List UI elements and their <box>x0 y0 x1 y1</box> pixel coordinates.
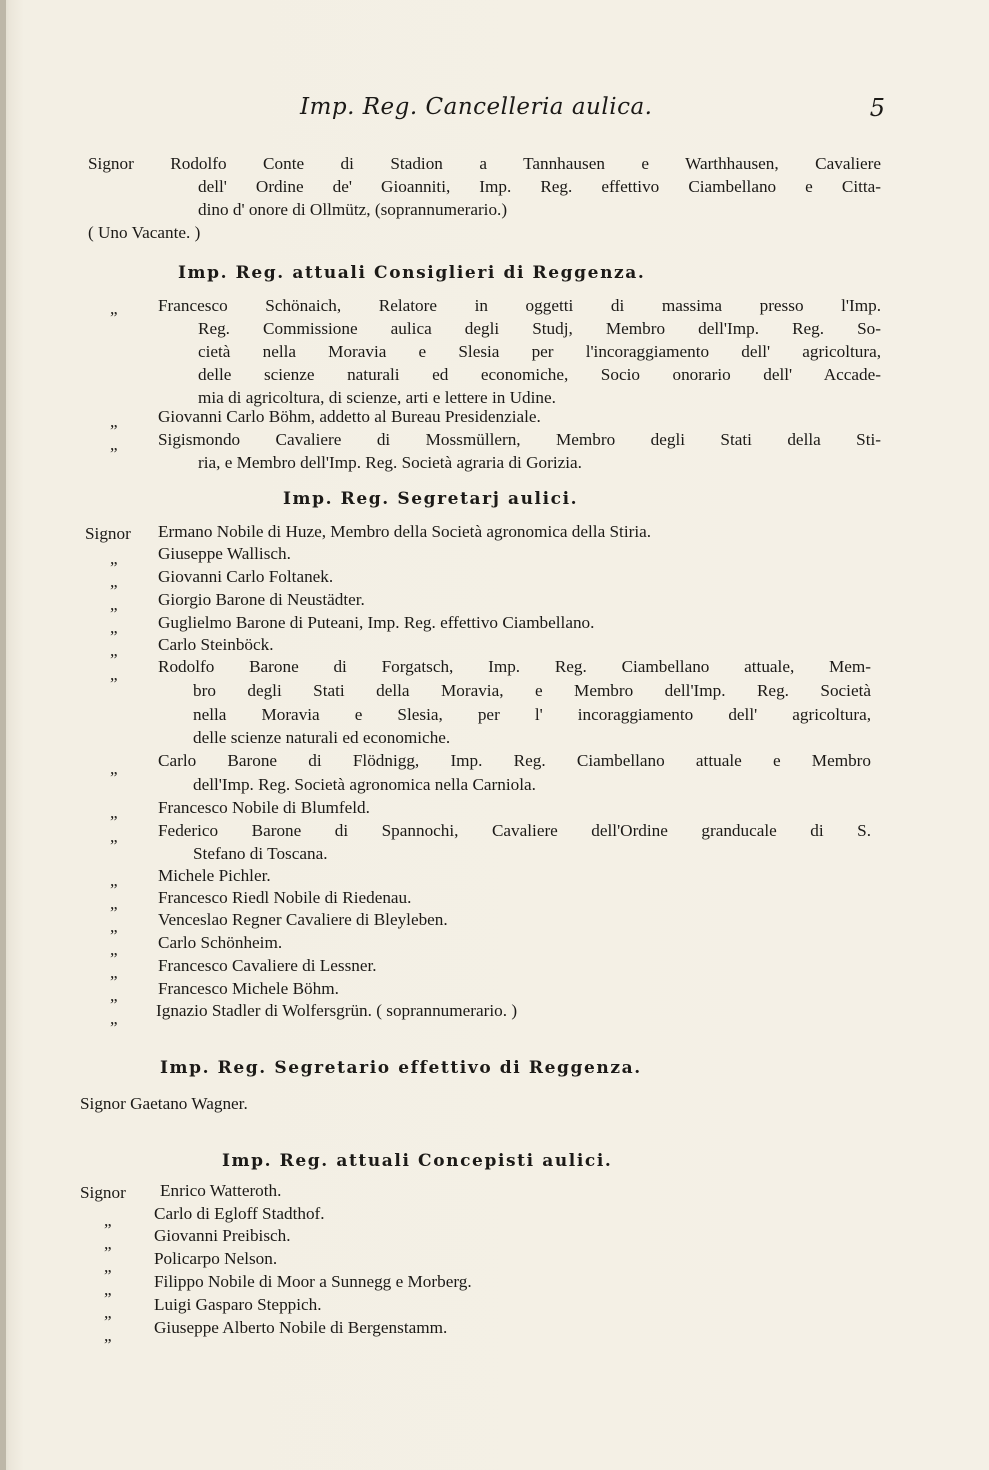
intro-vacant: ( Uno Vacante. ) <box>88 223 201 242</box>
entry-line: Francesco Michele Böhm. <box>158 979 339 998</box>
ditto-mark: „ <box>110 963 118 982</box>
signor-label: Signor <box>85 524 131 543</box>
entry-line: ria, e Membro dell'Imp. Reg. Società agraria di Gorizia. <box>198 453 582 472</box>
ditto-mark: „ <box>110 940 118 959</box>
entry-line: Giuseppe Alberto Nobile di Bergenstamm. <box>154 1318 448 1337</box>
ditto-mark: „ <box>110 412 118 431</box>
ditto-mark: „ <box>110 665 118 684</box>
entry-line: Venceslao Regner Cavaliere di Bleyleben. <box>158 910 448 929</box>
entry-line: Enrico Watteroth. <box>160 1181 282 1200</box>
ditto-mark: „ <box>110 572 118 591</box>
entry-line: Giovanni Preibisch. <box>154 1226 291 1245</box>
ditto-mark: „ <box>104 1257 112 1276</box>
page-binding-edge <box>0 0 6 1470</box>
ditto-mark: „ <box>104 1280 112 1299</box>
entry-line: Ermano Nobile di Huze, Membro della Società agronomica della Stiria. <box>158 522 652 541</box>
entry-line: Luigi Gasparo Steppich. <box>154 1295 322 1314</box>
entry-line: Francesco Nobile di Blumfeld. <box>158 798 370 817</box>
entry-line: delle scienze naturali ed economiche. <box>193 728 451 747</box>
ditto-mark: „ <box>110 1009 118 1028</box>
ditto-mark: „ <box>104 1211 112 1230</box>
intro-line: dell' Ordine de' Gioanniti, Imp. Reg. effettivo Ciambellano e Citta- <box>198 177 881 196</box>
entry-line: Giovanni Carlo Böhm, addetto al Bureau Presidenziale. <box>158 407 541 426</box>
section-heading-segretario: Imp. Reg. Segretario effettivo di Reggenza. <box>160 1058 642 1078</box>
entry-line: Carlo Schönheim. <box>158 933 283 952</box>
ditto-mark: „ <box>110 827 118 846</box>
ditto-mark: „ <box>110 435 118 454</box>
entry-line: Ignazio Stadler di Wolfersgrün. ( soprannumerario. ) <box>156 1001 518 1020</box>
entry-line: Giovanni Carlo Foltanek. <box>158 567 334 586</box>
entry-line: Signor Gaetano Wagner. <box>80 1094 248 1113</box>
ditto-mark: „ <box>104 1326 112 1345</box>
ditto-mark: „ <box>110 641 118 660</box>
entry-line: Guglielmo Barone di Puteani, Imp. Reg. effettivo Ciambellano. <box>158 613 595 632</box>
ditto-mark: „ <box>110 917 118 936</box>
running-header <box>300 94 885 130</box>
section-heading-consiglieri: Imp. Reg. attuali Consiglieri di Reggenza. <box>178 263 646 283</box>
signor-label: Signor <box>80 1183 126 1202</box>
entry-line: Reg. Commissione aulica degli Studj, Membro dell'Imp. Reg. So- <box>198 319 881 338</box>
entry-line: Carlo di Egloff Stadthof. <box>154 1204 325 1223</box>
ditto-mark: „ <box>110 986 118 1005</box>
ditto-mark: „ <box>110 618 118 637</box>
intro-line: dino d' onore di Ollmütz, (soprannumerario.) <box>198 200 508 219</box>
entry-line: dell'Imp. Reg. Società agronomica nella Carniola. <box>193 775 536 794</box>
entry-line: Policarpo Nelson. <box>154 1249 278 1268</box>
ditto-mark: „ <box>110 871 118 890</box>
ditto-mark: „ <box>110 549 118 568</box>
section-heading-concepisti: Imp. Reg. attuali Concepisti aulici. <box>222 1151 613 1171</box>
entry-line: delle scienze naturali ed economiche, Socio onorario dell' Accade- <box>198 365 881 384</box>
section-heading-segretarj: Imp. Reg. Segretarj aulici. <box>283 489 579 509</box>
entry-line: Giuseppe Wallisch. <box>158 544 291 563</box>
entry-line: Francesco Cavaliere di Lessner. <box>158 956 377 975</box>
ditto-mark: „ <box>110 803 118 822</box>
intro-line: Signor Rodolfo Conte di Stadion a Tannhausen e Warthhausen, Cavaliere <box>88 154 881 173</box>
entry-line: Federico Barone di Spannochi, Cavaliere dell'Ordine granducale di S. <box>158 821 871 840</box>
entry-line: Stefano di Toscana. <box>193 844 328 863</box>
entry-line: cietà nella Moravia e Slesia per l'incoraggiamento dell' agricoltura, <box>198 342 881 361</box>
entry-line: Francesco Riedl Nobile di Riedenau. <box>158 888 412 907</box>
ditto-mark: „ <box>110 595 118 614</box>
ditto-mark: „ <box>104 1234 112 1253</box>
entry-line: Giorgio Barone di Neustädter. <box>158 590 365 609</box>
entry-line: Rodolfo Barone di Forgatsch, Imp. Reg. Ciambellano attuale, Mem- <box>158 657 871 676</box>
entry-line: Francesco Schönaich, Relatore in oggetti di massima presso l'Imp. <box>158 296 881 315</box>
entry-line: Michele Pichler. <box>158 866 271 885</box>
entry-line: bro degli Stati della Moravia, e Membro dell'Imp. Reg. Società <box>193 681 871 700</box>
header-title: Imp. Reg. Cancelleria aulica. <box>300 94 653 120</box>
ditto-mark: „ <box>110 299 118 318</box>
entry-line: Carlo Steinböck. <box>158 635 274 654</box>
page-number: 5 <box>869 94 885 122</box>
entry-line: Carlo Barone di Flödnigg, Imp. Reg. Ciambellano attuale e Membro <box>158 751 871 770</box>
entry-line: nella Moravia e Slesia, per l' incoraggiamento dell' agricoltura, <box>193 705 871 724</box>
entry-line: Filippo Nobile di Moor a Sunnegg e Morberg. <box>154 1272 472 1291</box>
ditto-mark: „ <box>110 894 118 913</box>
entry-line: mia di agricoltura, di scienze, arti e lettere in Udine. <box>198 388 556 407</box>
ditto-mark: „ <box>110 759 118 778</box>
ditto-mark: „ <box>104 1303 112 1322</box>
entry-line: Sigismondo Cavaliere di Mossmüllern, Membro degli Stati della Sti- <box>158 430 881 449</box>
